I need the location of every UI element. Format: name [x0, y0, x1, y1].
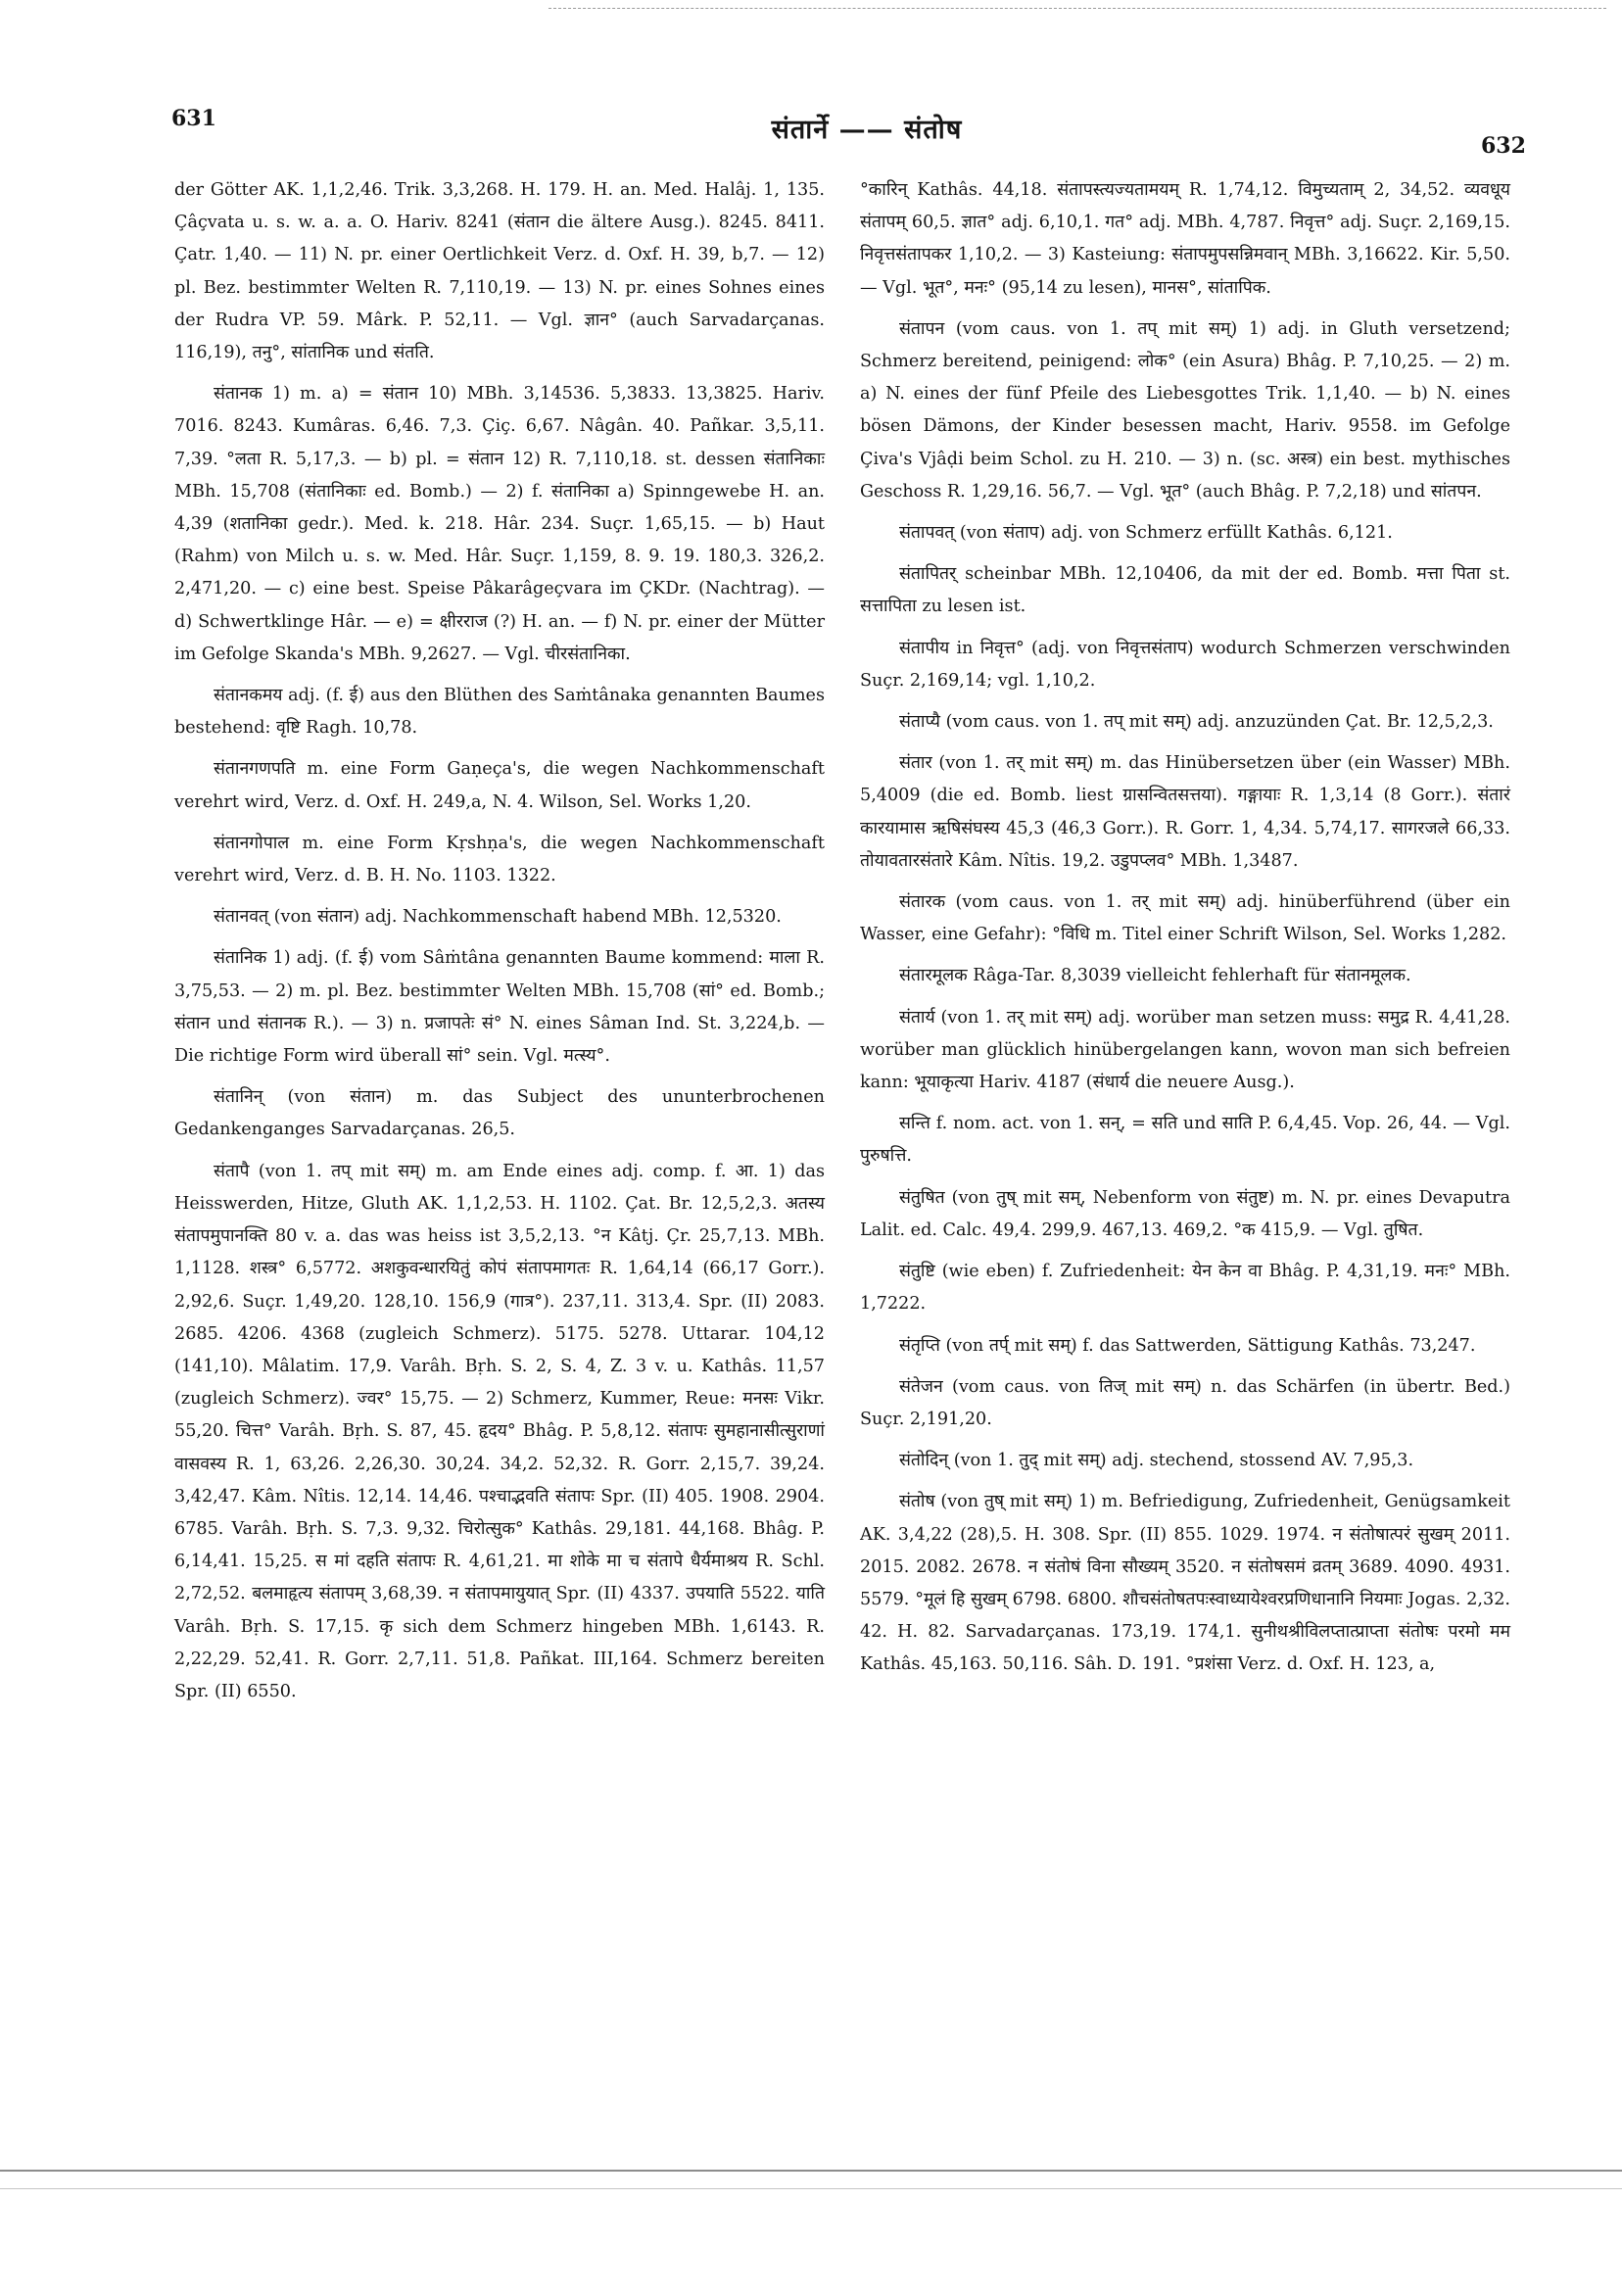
dictionary-entry: संतोदिन् (von 1. तुद् mit सम्) adj. stechend, stossend AV. 7,95,3.	[899, 1451, 1414, 1471]
dictionary-entry: संतार्य (von 1. तर् mit सम्) adj. worüber man setzen muss: समुद्र R. 4,41,28. worüber man glücklich hinübergelangen kann, wovon man sich befreien kann: भूयाकृत्या Hariv. 4187 (संधार्य die neuere Ausg.).	[860, 1007, 1510, 1093]
continued-entry-text: °कारिन् Kathâs. 44,18. संतापस्त्यज्यतामयम् R. 1,74,12. विमुच्यताम् 2, 34,52. व्यवधूय संतापम् 60,5. ज्ञात° adj. 6,10,1. गत° adj. MBh. 4,787. निवृत्त° adj. Suçr. 2,169,15. निवृत्तसंतापकर 1,10,2. — 3) Kasteiung: संतापमुपसन्निमवान् MBh. 3,16622. Kir. 5,50. — Vgl. भूत°, मनः° (95,14 zu lesen), मानस°, सांतापिक.	[860, 180, 1510, 298]
dictionary-entry: संतानगणपति m. eine Form Gaṇeça's, die wegen Nachkommenschaft verehrt wird, Verz. d. Oxf. H. 249,a, N. 4. Wilson, Sel. Works 1,20.	[174, 759, 825, 812]
left-column	[174, 174, 825, 1717]
page-header-title: संतार्ने —— संतोष	[771, 115, 963, 145]
bottom-rule	[0, 2170, 1622, 2172]
continued-entry-text: der Götter AK. 1,1,2,46. Trik. 3,3,268. H. 179. H. an. Med. Halâj. 1, 135. Çâçvata u. s. w. a. a. O. Hariv. 8241 (संतान die ältere Ausg.). 8245. 8411. Çatr. 1,40. — 11) N. pr. einer Oertlichkeit Verz. d. Oxf. H. 39, b,7. — 12) pl. Bez. bestimmter Welten R. 7,110,19. — 13) N. pr. eines Sohnes eines der Rudra VP. 59. Mârk. P. 52,11. — Vgl. ज्ञान° (auch Sarvadarçanas. 116,19), तनु°, सांतानिक und संतति.	[174, 180, 825, 363]
top-edge-rule	[549, 8, 1606, 9]
dictionary-entry: संताप्यै (vom caus. von 1. तप् mit सम्) adj. anzuzünden Çat. Br. 12,5,2,3.	[899, 712, 1494, 733]
dictionary-entry: संतापै (von 1. तप् mit सम्) m. am Ende eines adj. comp. f. आ. 1) das Heisswerden, Hitze, Gluth AK. 1,1,2,53. H. 1102. Çat. Br. 12,5,2,3. अतस्य संतापमुपानक्ति 80 v. a. das was heiss ist 3,5,2,13. °न Kâtj. Çr. 25,7,13. MBh. 1,1128. शस्त्र° 6,5772. अशकुवन्धारयितुं कोपं संतापमागतः R. 1,64,14 (66,17 Gorr.). 2,92,6. Suçr. 1,49,20. 128,10. 156,9 (गात्र°). 237,11. 313,4. Spr. (II) 2083. 2685. 4206. 4368 (zugleich Schmerz). 5175. 5278. Uttarar. 104,12 (141,10). Mâlatim. 17,9. Varâh. Bṛh. S. 2, S. 4, Z. 3 v. u. Kathâs. 11,57 (zugleich Schmerz). ज्वर° 15,75. — 2) Schmerz, Kummer, Reue: मनसः Vikr. 55,20. चित्त° Varâh. Bṛh. S. 87, 45. हृदय° Bhâg. P. 5,8,12. संतापः सुमहानासीत्सुराणां वासवस्य R. 1, 63,26. 2,26,30. 30,24. 34,2. 52,32. R. Gorr. 2,15,7. 39,24. 3,42,47. Kâm. Nîtis. 12,14. 14,46. पश्चाद्भवति संतापः Spr. (II) 405. 1908. 2904. 6785. Varâh. Bṛh. S. 7,3. 9,32. चिरोत्सुक° Kathâs. 29,181. 44,168. Bhâg. P. 6,14,41. 15,25. स मां दहति संतापः R. 4,61,21. मा शोके मा च संतापे धैर्यमाश्रय R. Schl. 2,72,52. बलमाहृत्य संतापम् 3,68,39. न संतापमायुयात् Spr. (II) 4337. उपयाति 5522. याति Varâh. Bṛh. S. 17,15. कृ sich dem Schmerz hingeben MBh. 1,6143. R. 2,22,29. 52,41. R. Gorr. 2,7,11. 51,8. Pañkat. III,164. Schmerz bereiten Spr. (II) 6550.	[174, 1161, 825, 1701]
right-page-number: 632	[1481, 133, 1526, 159]
dictionary-entry: संतापन (vom caus. von 1. तप् mit सम्) 1) adj. in Gluth versetzend; Schmerz bereitend, peinigend: लोक° (ein Asura) Bhâg. P. 7,10,25. — 2) m. a) N. eines der fünf Pfeile des Liebesgottes Trik. 1,1,40. — b) N. eines bösen Dämons, der Kinder besessen macht, Hariv. 9558. im Gefolge Çiva's Vjâḍi beim Schol. zu H. 210. — 3) n. (sc. अस्त्र) ein best. mythisches Geschoss R. 1,29,16. 56,7. — Vgl. भूत° (auch Bhâg. P. 7,2,18) und सांतपन.	[860, 318, 1510, 502]
dictionary-entry: संतारक (vom caus. von 1. तर् mit सम्) adj. hinüberführend (über ein Wasser, eine Gefahr): °विधि m. Titel einer Schrift Wilson, Sel. Works 1,282.	[860, 892, 1510, 945]
dictionary-entry: संतापवत् (von संताप) adj. von Schmerz erfüllt Kathâs. 6,121.	[899, 523, 1393, 544]
dictionary-entry: सन्ति f. nom. act. von 1. सन्, = सति und साति P. 6,4,45. Vop. 26, 44. — Vgl. पुरुषत्ति.	[860, 1114, 1510, 1167]
dictionary-entry: संतानक 1) m. a) = संतान 10) MBh. 3,14536. 5,3833. 13,3825. Hariv. 7016. 8243. Kumâras. 6,46. 7,3. Çiç. 6,67. Nâgân. 40. Pañkar. 3,5,11. 7,39. °लता R. 5,17,3. — b) pl. = संतान 12) R. 7,110,18. st. dessen संतानिकाः MBh. 15,708 (संतानिकाः ed. Bomb.) — 2) f. संतानिका a) Spinngewebe H. an. 4,39 (शतानिका gedr.). Med. k. 218. Hâr. 234. Suçr. 1,65,15. — b) Haut (Rahm) von Milch u. s. w. Med. Hâr. Suçr. 1,159, 8. 9. 19. 180,3. 326,2. 2,471,20. — c) eine best. Speise Pâkarâgeçvara im ÇKDr. (Nachtrag). — d) Schwertklinge Hâr. — e) = क्षीरराज (?) H. an. — f) N. pr. einer der Mütter im Gefolge Skanda's MBh. 9,2627. — Vgl. चीरसंतानिका.	[174, 384, 825, 664]
dictionary-entry: संतार (von 1. तर् mit सम्) m. das Hinübersetzen über (ein Wasser) MBh. 5,4009 (die ed. Bomb. liest ग्रासन्वितसत्तया). गङ्गायाः R. 1,3,14 (8 Gorr.). संतारं कारयामास ऋषिसंघस्य 45,3 (46,3 Gorr.). R. Gorr. 1, 4,34. 5,74,17. सागरजले 66,33. तोयावतारसंतारे Kâm. Nîtis. 19,2. उडुपप्लव° MBh. 1,3487.	[860, 753, 1510, 871]
dictionary-entry: संतानवत् (von संतान) adj. Nachkommenschaft habend MBh. 12,5320.	[214, 907, 782, 928]
dictionary-entry: संतानिक 1) adj. (f. ई) vom Sâṁtâna genannten Baume kommend: माला R. 3,75,53. — 2) m. pl. Bez. bestimmter Welten MBh. 15,708 (सां° ed. Bomb.; संतान und संतानक R.). — 3) n. प्रजापतेः सं° N. eines Sâman Ind. St. 3,224,b. — Die richtige Form wird überall सां° sein. Vgl. मत्स्य°.	[174, 948, 825, 1067]
bottom-rule-secondary	[0, 2188, 1622, 2189]
dictionary-entry: संतानिन् (von संतान) m. das Subject des ununterbrochenen Gedankenganges Sarvadarçanas. 26,5.	[174, 1087, 825, 1140]
dictionary-entry: संतानकमय adj. (f. ई) aus den Blüthen des Saṁtânaka genannten Baumes bestehend: वृष्टि Ragh. 10,78.	[174, 686, 825, 739]
dictionary-entry: संतेजन (vom caus. von तिज् mit सम्) n. das Schärfen (in übertr. Bed.) Suçr. 2,191,20.	[860, 1376, 1510, 1429]
dictionary-entry: संतुष्टि (wie eben) f. Zufriedenheit: येन केन वा Bhâg. P. 4,31,19. मनः° MBh. 1,7222.	[860, 1262, 1510, 1315]
right-column	[860, 174, 1510, 1691]
dictionary-entry: संतापीय in निवृत्त° (adj. von निवृत्तसंताप) wodurch Schmerzen verschwinden Suçr. 2,169,14; vgl. 1,10,2.	[860, 638, 1510, 691]
dictionary-entry: संतुषित (von तुष् mit सम्, Nebenform von संतुष्ट) m. N. pr. eines Devaputra Lalit. ed. Calc. 49,4. 299,9. 467,13. 469,2. °क 415,9. — Vgl. तुषित.	[860, 1187, 1510, 1240]
dictionary-entry: संतोष (von तुष् mit सम्) 1) m. Befriedigung, Zufriedenheit, Genügsamkeit AK. 3,4,22 (28),5. H. 308. Spr. (II) 855. 1029. 1974. न संतोषात्परं सुखम् 2011. 2015. 2082. 2678. न संतोषं विना सौख्यम् 3520. न संतोषसमं व्रतम् 3689. 4090. 4931. 5579. °मूलं हि सुखम् 6798. 6800. शौचसंतोषतपःस्वाध्यायेश्वरप्रणिधानानि नियमाः Jogas. 2,32. 42. H. 82. Sarvadarçanas. 173,19. 174,1. सुनीथश्रीविलप्तात्प्राप्ता संतोषः परमो मम Kathâs. 45,163. 50,116. Sâh. D. 191. °प्रशंसा Verz. d. Oxf. H. 123, a,	[860, 1492, 1510, 1675]
dictionary-entry: संतारमूलक Râga-Tar. 8,3039 vielleicht fehlerhaft für संतानमूलक.	[899, 966, 1411, 986]
dictionary-entry: संतृप्ति (von तर्प् mit सम्) f. das Sattwerden, Sättigung Kathâs. 73,247.	[899, 1335, 1476, 1356]
dictionary-entry: संतापितर् scheinbar MBh. 12,10406, da mit der ed. Bomb. मत्ता पिता st. सत्तापिता zu lesen ist.	[860, 564, 1510, 617]
left-page-number: 631	[171, 106, 216, 131]
dictionary-entry: संतानगोपाल m. eine Form Kṛshṇa's, die wegen Nachkommenschaft verehrt wird, Verz. d. B. H. No. 1103. 1322.	[174, 833, 825, 886]
